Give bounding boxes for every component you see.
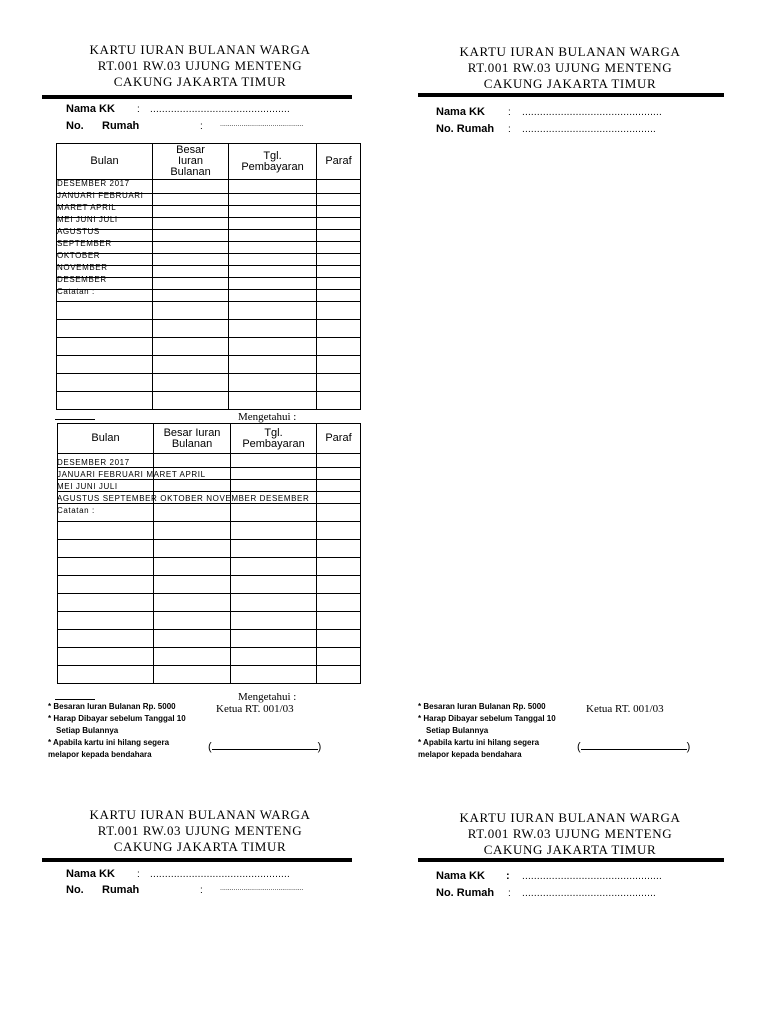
- title-line-2: RT.001 RW.03 UJUNG MENTENG: [97, 58, 303, 73]
- list-item: AGUSTUS SEPTEMBER OKTOBER NOVEMBER DESEMBER: [57, 494, 310, 503]
- list-item: MARET APRIL: [57, 203, 117, 212]
- note-line: * Harap Dibayar sebelum Tanggal 10: [48, 714, 186, 723]
- list-item: DESEMBER 2017: [57, 179, 130, 188]
- catatan-label: Catatan :: [57, 506, 95, 515]
- no-rumah-label: No. Rumah: [436, 887, 495, 899]
- nama-kk-label: Nama KK: [436, 106, 485, 118]
- colon: :: [508, 888, 511, 899]
- no-rumah-label: No. Rumah: [436, 123, 495, 135]
- note-line: * Besaran Iuran Bulanan Rp. 5000: [48, 702, 176, 711]
- nama-kk-field[interactable]: ...............................................: [150, 104, 290, 115]
- title-line-1: KARTU IURAN BULANAN WARGA: [459, 44, 681, 59]
- nama-kk-field[interactable]: ...............................................: [150, 869, 290, 880]
- card-title: [420, 44, 720, 92]
- no-rumah-field[interactable]: ...........................................: [220, 121, 304, 128]
- note-line: Setiap Bulannya: [426, 726, 489, 735]
- list-item: MEI JUNI JULI: [57, 482, 118, 491]
- title-line-2: RT.001 RW.03 UJUNG MENTENG: [467, 826, 673, 841]
- short-rule: [55, 419, 95, 420]
- ketua-label-right: Ketua RT. 001/03: [586, 703, 664, 715]
- title-divider: [418, 93, 724, 97]
- catatan-label: Catatan :: [57, 287, 95, 296]
- header-bulan: Bulan: [58, 424, 154, 454]
- header-tgl-pembayaran: Tgl. Pembayaran: [229, 144, 317, 180]
- note-line: * Apabila kartu ini hilang segera: [48, 738, 170, 747]
- colon: :: [137, 104, 140, 115]
- header-besar-iuran: Besar Iuran Bulanan: [154, 424, 231, 454]
- month-list-2: [57, 457, 309, 517]
- note-line: * Besaran Iuran Bulanan Rp. 5000: [418, 702, 546, 711]
- note-line: melapor kepada bendahara: [418, 750, 522, 759]
- title-divider: [418, 858, 724, 862]
- title-line-3: CAKUNG JAKARTA TIMUR: [483, 842, 657, 857]
- nama-kk-label: Nama KK: [436, 870, 485, 882]
- title-line-1: KARTU IURAN BULANAN WARGA: [459, 810, 681, 825]
- list-item: JANUARI FEBRUARI MARET APRIL: [57, 470, 206, 479]
- no-label: No.: [66, 884, 84, 896]
- note-line: Setiap Bulannya: [56, 726, 119, 735]
- list-item: OKTOBER: [57, 251, 101, 260]
- list-item: JANUARI FEBRUARI: [57, 191, 144, 200]
- signature-left: ( ): [208, 741, 322, 753]
- note-line: melapor kepada bendahara: [48, 750, 152, 759]
- colon: :: [506, 870, 510, 882]
- header-paraf: Paraf: [317, 424, 361, 454]
- card-title: [420, 810, 720, 858]
- list-item: SEPTEMBER: [57, 239, 112, 248]
- header-bulan: Bulan: [57, 144, 153, 180]
- month-list-1: [57, 178, 144, 298]
- title-divider: [42, 858, 352, 862]
- title-line-1: KARTU IURAN BULANAN WARGA: [89, 42, 311, 57]
- mengetahui-2: Mengetahui :: [238, 691, 297, 703]
- nama-kk-field[interactable]: ...............................................: [522, 107, 662, 118]
- no-rumah-field[interactable]: .............................................: [522, 888, 657, 899]
- colon: :: [137, 869, 140, 880]
- rumah-label: Rumah: [102, 120, 140, 132]
- card-title: [50, 807, 350, 855]
- header-tgl-pembayaran: Tgl. Pembayaran: [231, 424, 317, 454]
- list-item: NOVEMBER: [57, 263, 108, 272]
- no-rumah-field[interactable]: .............................................: [522, 124, 657, 135]
- list-item: DESEMBER 2017: [57, 458, 130, 467]
- rumah-label: Rumah: [102, 884, 140, 896]
- title-line-2: RT.001 RW.03 UJUNG MENTENG: [97, 823, 303, 838]
- list-item: DESEMBER: [57, 275, 107, 284]
- note-line: * Harap Dibayar sebelum Tanggal 10: [418, 714, 556, 723]
- card-title: [50, 42, 350, 90]
- nama-kk-field[interactable]: ...............................................: [522, 871, 662, 882]
- signature-right: ( ): [577, 741, 691, 753]
- colon: :: [508, 107, 511, 118]
- colon: :: [200, 121, 203, 132]
- short-rule: [55, 699, 95, 700]
- no-label: No.: [66, 120, 84, 132]
- title-line-3: CAKUNG JAKARTA TIMUR: [113, 74, 287, 89]
- nama-kk-label: Nama KK: [66, 868, 115, 880]
- notes-left: [48, 701, 186, 761]
- header-besar-iuran: Besar Iuran Bulanan: [153, 144, 229, 180]
- title-line-3: CAKUNG JAKARTA TIMUR: [113, 839, 287, 854]
- table-header-row: [57, 144, 361, 180]
- note-line: * Apabila kartu ini hilang segera: [418, 738, 540, 747]
- mengetahui-1: Mengetahui :: [238, 411, 297, 423]
- table-header-row: [58, 424, 361, 454]
- no-rumah-field[interactable]: ...........................................: [220, 885, 304, 892]
- title-line-2: RT.001 RW.03 UJUNG MENTENG: [467, 60, 673, 75]
- notes-right: [418, 701, 556, 761]
- title-line-3: CAKUNG JAKARTA TIMUR: [483, 76, 657, 91]
- header-paraf: Paraf: [317, 144, 361, 180]
- ketua-label-left: Ketua RT. 001/03: [216, 703, 294, 715]
- colon: :: [508, 124, 511, 135]
- title-line-1: KARTU IURAN BULANAN WARGA: [89, 807, 311, 822]
- list-item: MEI JUNI JULI: [57, 215, 118, 224]
- list-item: AGUSTUS: [57, 227, 100, 236]
- colon: :: [200, 885, 203, 896]
- nama-kk-label: Nama KK: [66, 103, 115, 115]
- title-divider: [42, 95, 352, 99]
